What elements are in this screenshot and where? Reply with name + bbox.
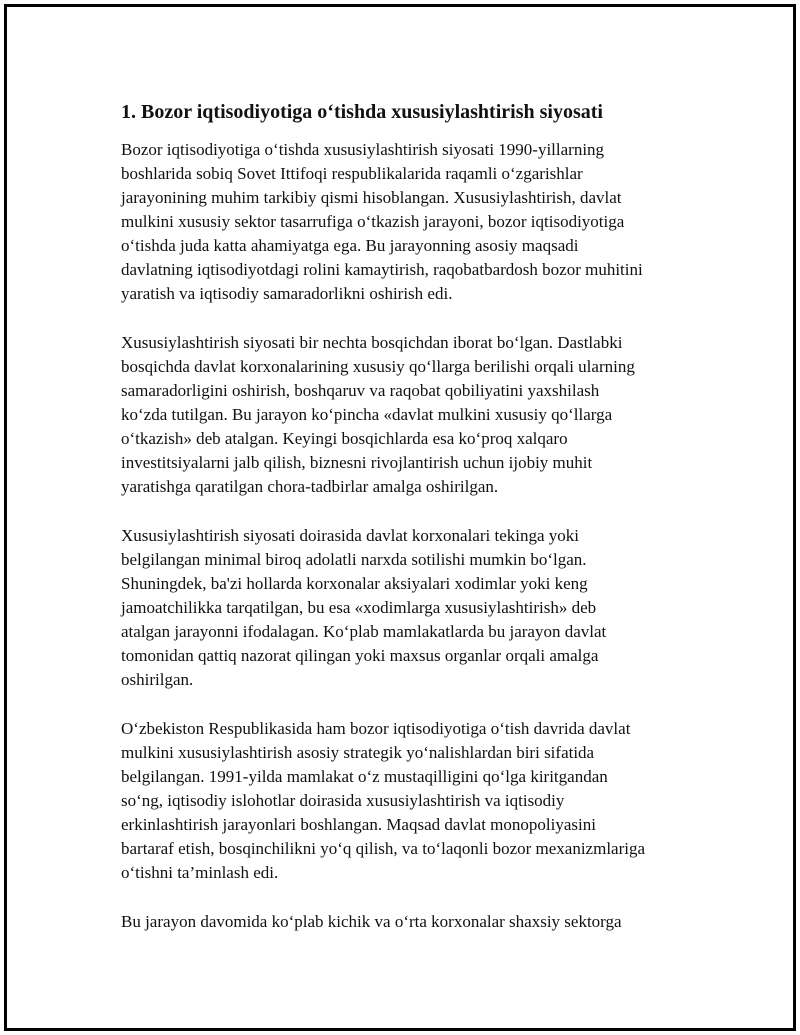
text-line: jarayonining muhim tarkibiy qismi hisoblangan. Xususiylashtirish, davlat bbox=[121, 188, 622, 207]
text-line: ko‘zda tutilgan. Bu jarayon ko‘pincha «davlat mulkini xususiy qo‘llarga bbox=[121, 405, 613, 424]
text-line: belgilangan minimal biroq adolatli narxda sotilishi mumkin bo‘lgan. bbox=[121, 550, 587, 569]
text-line: davlatning iqtisodiyotdagi rolini kamaytirish, raqobatbardosh bozor muhitini bbox=[121, 260, 643, 279]
paragraph-1 bbox=[121, 138, 701, 306]
document-title: 1. Bozor iqtisodiyotiga o‘tishda xususiylashtirish siyosati bbox=[121, 101, 603, 123]
text-line: mulkini xususiylashtirish asosiy strategik yo‘nalishlardan biri sifatida bbox=[121, 743, 595, 762]
text-line: investitsiyalarni jalb qilish, biznesni rivojlantirish uchun ijobiy muhit bbox=[121, 453, 593, 472]
text-line: Xususiylashtirish siyosati doirasida davlat korxonalari tekinga yoki bbox=[121, 526, 579, 545]
text-line: bartaraf etish, bosqinchilikni yo‘q qilish, va to‘laqonli bozor mexanizmlariga bbox=[121, 839, 646, 858]
text-line: Shuningdek, ba'zi hollarda korxonalar aksiyalari xodimlar yoki keng bbox=[121, 574, 588, 593]
text-line: tomonidan qattiq nazorat qilingan yoki maxsus organlar orqali amalga bbox=[121, 646, 599, 665]
paragraph-2 bbox=[121, 331, 701, 499]
text-line: o‘tkazish» deb atalgan. Keyingi bosqichlarda esa ko‘proq xalqaro bbox=[121, 429, 568, 448]
text-line: Bozor iqtisodiyotiga o‘tishda xususiylashtirish siyosati 1990-yillarning bbox=[121, 140, 605, 159]
text-line: O‘zbekiston Respublikasida ham bozor iqtisodiyotiga o‘tish davrida davlat bbox=[121, 719, 631, 738]
text-line: Bu jarayon davomida ko‘plab kichik va o‘rta korxonalar shaxsiy sektorga bbox=[121, 912, 622, 931]
text-line: so‘ng, iqtisodiy islohotlar doirasida xususiylashtirish va iqtisodiy bbox=[121, 791, 565, 810]
paragraph-5 bbox=[121, 910, 701, 934]
text-line: atalgan jarayonni ifodalagan. Ko‘plab mamlakatlarda bu jarayon davlat bbox=[121, 622, 607, 641]
text-line: erkinlashtirish jarayonlari boshlangan. Maqsad davlat monopoliyasini bbox=[121, 815, 596, 834]
text-line: o‘tishni ta’minlash edi. bbox=[121, 863, 279, 882]
text-line: oshirilgan. bbox=[121, 670, 194, 689]
paragraph-4 bbox=[121, 717, 701, 885]
text-line: o‘tishda juda katta ahamiyatga ega. Bu jarayonning asosiy maqsadi bbox=[121, 236, 579, 255]
page-frame bbox=[4, 4, 796, 1031]
text-line: bosqichda davlat korxonalarining xususiy qo‘llarga berilishi orqali ularning bbox=[121, 357, 635, 376]
text-line: Xususiylashtirish siyosati bir nechta bosqichdan iborat bo‘lgan. Dastlabki bbox=[121, 333, 623, 352]
text-line: mulkini xususiy sektor tasarrufiga o‘tkazish jarayoni, bozor iqtisodiyotiga bbox=[121, 212, 625, 231]
paragraph-3 bbox=[121, 524, 701, 692]
document-body bbox=[121, 99, 701, 959]
text-line: yaratish va iqtisodiy samaradorlikni oshirish edi. bbox=[121, 284, 453, 303]
text-line: jamoatchilikka tarqatilgan, bu esa «xodimlarga xususiylashtirish» deb bbox=[121, 598, 597, 617]
text-line: boshlarida sobiq Sovet Ittifoqi respublikalarida raqamli o‘zgarishlar bbox=[121, 164, 583, 183]
text-line: samaradorligini oshirish, boshqaruv va raqobat qobiliyatini yaxshilash bbox=[121, 381, 600, 400]
text-line: yaratishga qaratilgan chora-tadbirlar amalga oshirilgan. bbox=[121, 477, 499, 496]
text-line: belgilangan. 1991-yilda mamlakat o‘z mustaqilligini qo‘lga kiritgandan bbox=[121, 767, 608, 786]
